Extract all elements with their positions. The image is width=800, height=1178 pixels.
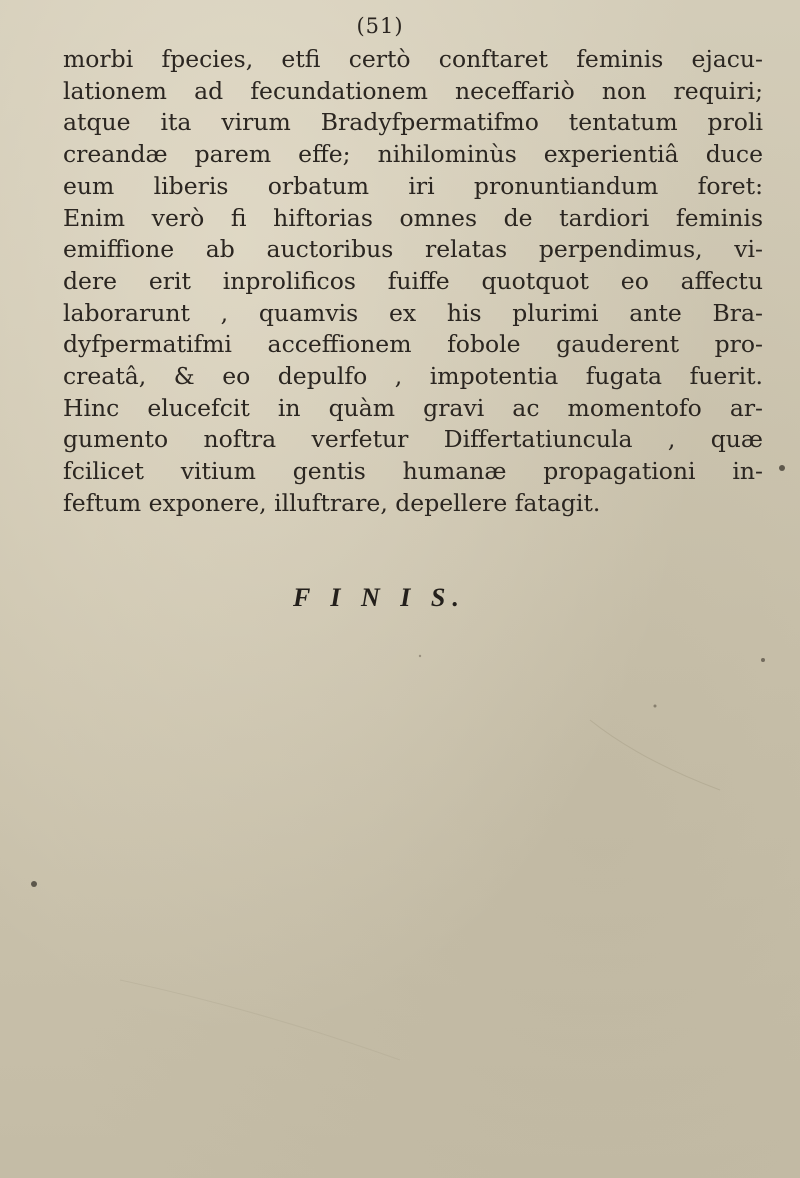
- text-line: Hinc elucefcit in quàm gravi ac momentofo ar-: [63, 393, 763, 422]
- finis-heading: F I N I S.: [293, 583, 466, 612]
- ink-speck: [779, 465, 785, 471]
- text-line: creandæ parem effe; nihilominùs experientiâ duce: [63, 140, 763, 169]
- ink-speck: [419, 655, 421, 657]
- text-line: feftum exponere, illuftrare, depellere fatagit.: [63, 488, 601, 517]
- paper-crease: [590, 720, 720, 790]
- text-line: laborarunt , quamvis ex his plurimi ante Bra-: [63, 298, 763, 327]
- text-line: gumento noftra verfetur Differtatiuncula , quæ: [63, 425, 763, 454]
- text-line: dere erit inprolificos fuiffe quotquot eo affectu: [63, 266, 763, 295]
- ink-speck: [654, 705, 657, 708]
- body-paragraph: [63, 44, 763, 520]
- ink-speck: [31, 881, 37, 887]
- text-line: creatâ, & eo depulfo , impotentia fugata fuerit.: [63, 362, 763, 391]
- text-line: emiffione ab auctoribus relatas perpendimus, vi-: [63, 235, 763, 264]
- paper-crease: [120, 980, 400, 1060]
- text-line: morbi fpecies, etfi certò conftaret feminis ejacu-: [63, 45, 763, 73]
- page-number: (51): [356, 14, 404, 38]
- text-line: atque ita virum Bradyfpermatifmo tentatum proli: [63, 108, 763, 137]
- text-line: lationem ad fecundationem neceffariò non requiri;: [63, 76, 763, 105]
- text-line: Enim verò fi hiftorias omnes de tardiori feminis: [63, 203, 763, 232]
- text-line: fcilicet vitium gentis humanæ propagationi in-: [63, 457, 763, 486]
- text-line: dyfpermatifmi acceffionem fobole gauderent pro-: [63, 330, 763, 359]
- text-line: eum liberis orbatum iri pronuntiandum foret:: [63, 171, 763, 200]
- ink-speck: [761, 658, 765, 662]
